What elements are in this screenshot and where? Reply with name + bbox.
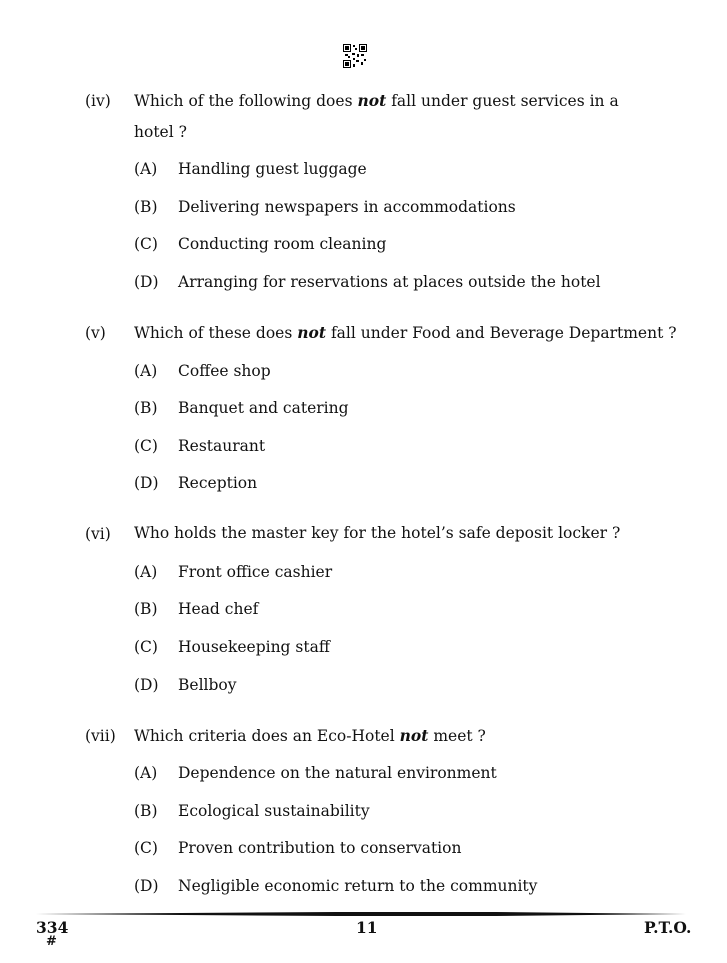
question-text: Who holds the master key for the hotel’s safe deposit locker ? <box>134 524 621 542</box>
paper-code: 334 <box>36 918 69 937</box>
hash-mark: # <box>46 934 57 949</box>
option-b: (B) Head chef <box>134 600 259 618</box>
option-c: (C) Conducting room cleaning <box>134 235 387 253</box>
option-d: (D) Bellboy <box>134 676 237 694</box>
page-number: 11 <box>356 918 378 937</box>
question-number: (vii) <box>85 727 116 745</box>
option-a: (A) Coffee shop <box>134 362 271 380</box>
option-b: (B) Banquet and catering <box>134 399 349 417</box>
option-d: (D) Negligible economic return to the community <box>134 877 538 895</box>
option-d: (D) Reception <box>134 474 258 492</box>
question-number: (v) <box>85 324 106 342</box>
option-a: (A) Dependence on the natural environment <box>134 764 497 782</box>
question-number: (vi) <box>85 525 111 543</box>
emphasis-not: not <box>399 726 429 745</box>
question-text: Which of these does not fall under Food and Beverage Department ? <box>134 323 677 342</box>
emphasis-not: not <box>297 323 326 342</box>
option-a: (A) Front office cashier <box>134 563 333 581</box>
qr-code-icon <box>343 44 367 68</box>
emphasis-not: not <box>357 91 387 110</box>
option-b: (B) Ecological sustainability <box>134 802 370 820</box>
option-b: (B) Delivering newspapers in accommodations <box>134 198 516 216</box>
footer-rule <box>36 912 686 916</box>
option-c: (C) Restaurant <box>134 437 266 455</box>
option-a: (A) Handling guest luggage <box>134 160 367 178</box>
question-text: Which of the following does not fall under guest services in a hotel ? <box>134 91 619 141</box>
question-text: Which criteria does an Eco-Hotel not meet ? <box>134 726 486 745</box>
question-number: (iv) <box>85 92 111 110</box>
pto-label: P.T.O. <box>644 918 692 937</box>
option-c: (C) Housekeeping staff <box>134 638 330 656</box>
option-d: (D) Arranging for reservations at places outside the hotel <box>134 273 601 291</box>
option-c: (C) Proven contribution to conservation <box>134 839 462 857</box>
